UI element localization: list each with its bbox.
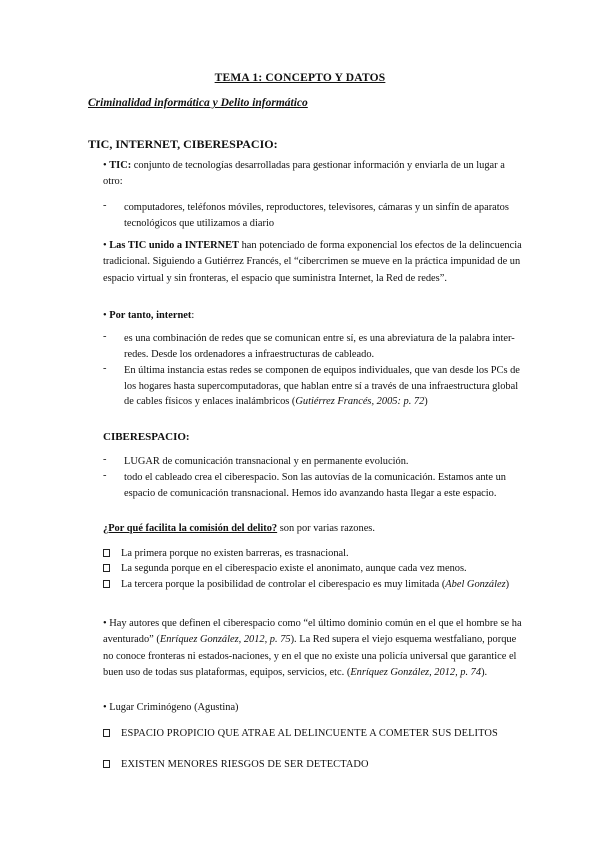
internet-item-2-text: En última instancia estas redes se componen de equipos individuales, que van desde los PCs de los hogares hasta supercomputadoras, que hablan entre sí a través de una infraestructura global de cables físicos y enlaces inalámbricos ( (124, 365, 520, 408)
tic-paragraph (103, 158, 523, 191)
tic-item-dash: - (103, 200, 107, 211)
authors-text-3: ). (481, 667, 488, 679)
citation: Gutiérrez Francés, 2005: p. 72 (295, 396, 425, 408)
ciberespacio-item-1: LUGAR de comunicación transnacional y en permanente evolución. (124, 456, 409, 467)
criminogeno-item-2: EXISTEN MENORES RIESGOS DE SER DETECTADO (121, 759, 369, 770)
internet-colon: : (191, 310, 195, 321)
internet-item-2 (124, 363, 524, 410)
checkbox-icon (103, 549, 110, 560)
tic-internet-paragraph (103, 238, 523, 287)
criminogeno-line (103, 702, 239, 713)
bullet: • (103, 618, 107, 629)
reason-3 (121, 578, 521, 593)
authors-paragraph (103, 616, 523, 682)
tic-item: computadores, teléfonos móviles, reproductores, televisores, cámaras y un sinfín de aparatos tecnológicos que utilizamos a diario (124, 202, 509, 229)
bullet: • (103, 160, 107, 171)
why-question-text: ¿Por qué facilita la comisión del delito? (103, 523, 278, 534)
internet-item-1: es una combinación de redes que se comunican entre sí, es una abreviatura de la palabra inter-redes. Desde los ordenadores a infraestructuras de cableado. (124, 333, 515, 360)
internet-item-dash: - (103, 331, 107, 342)
tic-internet-term: Las TIC unido a INTERNET (109, 240, 239, 251)
citation-close: ) (424, 396, 428, 408)
citation: Enríquez González, 2012, p. 74 (350, 667, 482, 679)
section-heading: TIC, INTERNET, CIBERESPACIO: (88, 137, 278, 151)
reason-1: La primera porque no existen barreras, es trasnacional. (121, 548, 349, 559)
page-subtitle: Criminalidad informática y Delito informático (88, 97, 308, 109)
checkbox-icon (103, 564, 110, 575)
why-question (103, 523, 375, 534)
bullet: • (103, 310, 107, 321)
checkbox-icon (103, 729, 110, 740)
tic-term: TIC: (109, 160, 132, 171)
bullet: • (103, 702, 107, 713)
authors-text-2: ). La Red supera el viejo esquema westfaliano, porque no conoce fronteras ni estados-naciones, y en el que no existe una policía universal que garantice el buen uso de todas sus plataformas, equipos, servicios, etc. ( (103, 634, 517, 679)
bullet: • (103, 240, 107, 251)
internet-item-dash: - (103, 363, 107, 374)
checkbox-icon (103, 760, 110, 771)
citation: Enríquez González, 2012, p. 75 (159, 634, 291, 646)
checkbox-icon (103, 580, 110, 591)
reason-2: La segunda porque en el ciberespacio existe el anonimato, aunque cada vez menos. (121, 563, 467, 574)
citation-close: ) (505, 579, 510, 590)
criminogeno-item-1: ESPACIO PROPICIO QUE ATRAE AL DELINCUENTE A COMETER SUS DELITOS (121, 728, 498, 739)
internet-paragraph (103, 308, 523, 324)
ciberespacio-heading: CIBERESPACIO: (103, 431, 190, 443)
reason-3-text: La tercera porque la posibilidad de controlar el ciberespacio es muy limitada ( (121, 579, 446, 590)
ciberespacio-item-dash: - (103, 454, 107, 465)
why-answer: son por varias razones. (277, 523, 375, 534)
citation: Abel González (445, 579, 506, 590)
tic-internet-text: han potenciado de forma exponencial los efectos de la delincuencia tradicional. Siguiendo a Gutiérrez Francés, el “cibercrimen se mueve en la práctica impunidad de un espacio virtual y sin fronteras, el espacio que suministra Internet, la Red de redes”. (103, 240, 522, 284)
page-title: TEMA 1: CONCEPTO Y DATOS (214, 72, 386, 84)
ciberespacio-item-2: todo el cableado crea el ciberespacio. Son las autovías de la comunicación. Estamos ante un espacio de comunicación transnacional. Hemos ido avanzando hasta llegar a este espacio. (124, 472, 507, 499)
tic-definition: conjunto de tecnologías desarrolladas para gestionar información y enviarla de un lugar a otro: (103, 160, 505, 188)
criminogeno-text: Lugar Criminógeno (Agustina) (106, 702, 239, 713)
internet-term: Por tanto, internet (109, 310, 192, 321)
authors-text-1: Hay autores que definen el ciberespacio como “el último dominio común en el que el hombre se ha aventurado” ( (103, 618, 522, 646)
ciberespacio-item-dash: - (103, 470, 107, 481)
